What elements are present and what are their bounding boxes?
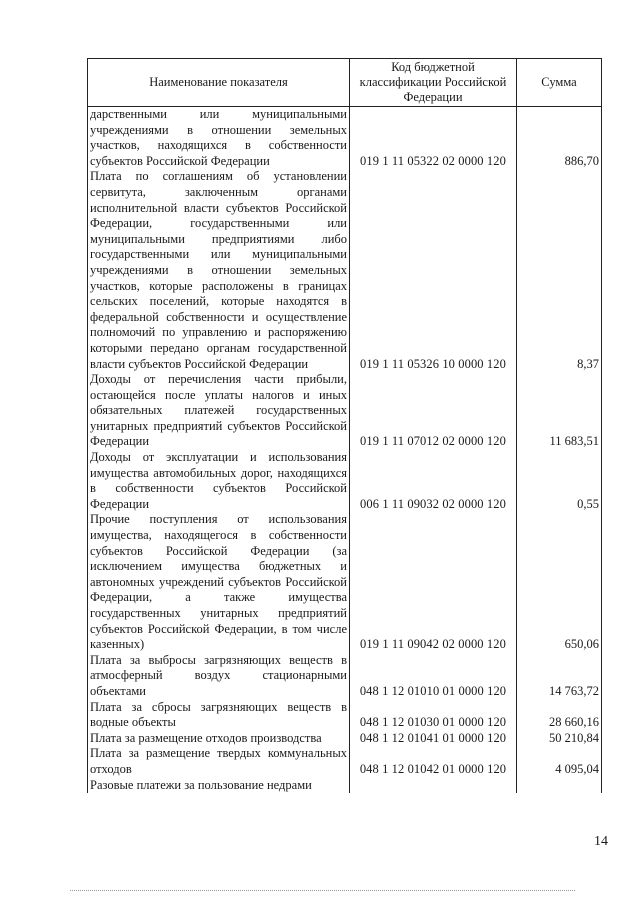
row-name: Плата по соглашениям об установлении сервитута, заключенным органами исполнительной власти субъектов Российской Федерации, государственными или муниципальными предприятиями либо государственными или муниципальными учреждениями в отношении земельных участков, которые расположены в границах сельских поселений, которые находятся в федеральной собственности и осуществление полномочий по управлению и распоряжению которыми передано органам государственной власти субъектов Российской Федерации (88, 169, 350, 372)
header-code: Код бюджетной классификации Российской Федерации (350, 59, 517, 107)
row-sum: 28 660,16 (517, 700, 602, 731)
table-row (88, 653, 602, 700)
row-sum: 4 095,04 (517, 746, 602, 777)
row-code: 048 1 12 01042 01 0000 120 (350, 746, 517, 777)
row-sum: 0,55 (517, 450, 602, 512)
row-name: Плата за размещение твердых коммунальных отходов (88, 746, 350, 777)
row-name: дарственными или муниципальными учреждениями в отношении земельных участков, находящихся в собственности субъектов Российской Федерации (88, 107, 350, 170)
header-sum: Сумма (517, 59, 602, 107)
row-code (350, 778, 517, 794)
page-number: 14 (594, 834, 608, 849)
row-code: 048 1 12 01030 01 0000 120 (350, 700, 517, 731)
table-row (88, 107, 602, 170)
scan-edge-divider (70, 890, 575, 891)
row-name: Доходы от эксплуатации и использования имущества автомобильных дорог, находящихся в собственности субъектов Российской Федерации (88, 450, 350, 512)
row-code: 019 1 11 07012 02 0000 120 (350, 372, 517, 450)
table-row (88, 450, 602, 512)
row-sum (517, 778, 602, 794)
row-sum: 11 683,51 (517, 372, 602, 450)
table-row (88, 746, 602, 777)
row-code: 019 1 11 09042 02 0000 120 (350, 512, 517, 652)
row-sum: 14 763,72 (517, 653, 602, 700)
row-code: 048 1 12 01041 01 0000 120 (350, 731, 517, 747)
table-header-row (88, 59, 602, 107)
header-name: Наименование показателя (88, 59, 350, 107)
row-name: Прочие поступления от использования имущества, находящегося в собственности субъектов Российской Федерации (за исключением имущества бюджетных и автономных учреждений субъектов Российской Федерации, а также имущества государственных унитарных предприятий субъектов Российской Федерации, в том числе казенных) (88, 512, 350, 652)
table-row (88, 778, 602, 794)
table-row (88, 372, 602, 450)
row-code: 048 1 12 01010 01 0000 120 (350, 653, 517, 700)
row-sum: 886,70 (517, 107, 602, 170)
table-row (88, 169, 602, 372)
row-name: Доходы от перечисления части прибыли, остающейся после уплаты налогов и иных обязательных платежей государственных унитарных предприятий субъектов Российской Федерации (88, 372, 350, 450)
row-code: 019 1 11 05322 02 0000 120 (350, 107, 517, 170)
table-row (88, 512, 602, 652)
revenue-table (87, 58, 602, 793)
row-name: Плата за выбросы загрязняющих веществ в атмосферный воздух стационарными объектами (88, 653, 350, 700)
row-code: 019 1 11 05326 10 0000 120 (350, 169, 517, 372)
row-sum: 50 210,84 (517, 731, 602, 747)
row-sum: 8,37 (517, 169, 602, 372)
row-name: Плата за сбросы загрязняющих веществ в водные объекты (88, 700, 350, 731)
row-name: Плата за размещение отходов производства (88, 731, 350, 747)
row-name: Разовые платежи за пользование недрами (88, 778, 350, 794)
table-row (88, 700, 602, 731)
row-code: 006 1 11 09032 02 0000 120 (350, 450, 517, 512)
row-sum: 650,06 (517, 512, 602, 652)
table-row (88, 731, 602, 747)
